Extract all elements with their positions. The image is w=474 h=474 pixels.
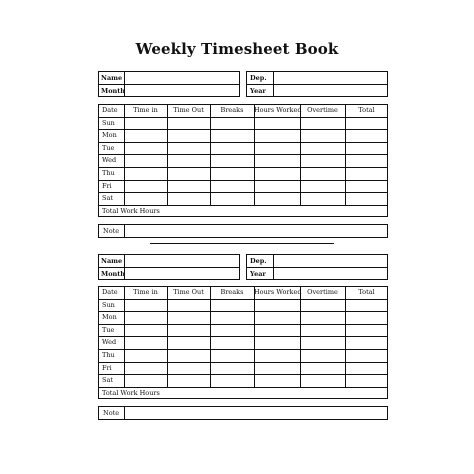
year-field-1[interactable] xyxy=(274,85,387,96)
column-header-hours-worked-1: Hours Worked xyxy=(254,106,302,114)
time-entry-cell[interactable] xyxy=(211,363,253,374)
time-entry-cell[interactable] xyxy=(168,193,209,204)
time-entry-cell[interactable] xyxy=(125,363,166,374)
day-label-tue-2: Tue xyxy=(102,325,115,334)
time-entry-cell[interactable] xyxy=(301,118,344,129)
time-entry-cell[interactable] xyxy=(211,181,253,192)
time-entry-cell[interactable] xyxy=(211,118,253,129)
time-entry-cell[interactable] xyxy=(168,375,209,386)
time-entry-cell[interactable] xyxy=(346,168,387,179)
time-entry-cell[interactable] xyxy=(125,325,166,336)
time-entry-cell[interactable] xyxy=(301,337,344,348)
time-entry-cell[interactable] xyxy=(255,118,299,129)
month-label-2: Month xyxy=(101,270,125,278)
page-title: Weekly Timesheet Book xyxy=(135,40,339,58)
note-label-1: Note xyxy=(103,227,120,235)
day-label-thu-2: Thu xyxy=(102,351,115,359)
time-entry-cell[interactable] xyxy=(255,375,299,386)
column-header-date-1: Date xyxy=(102,106,118,114)
time-entry-cell[interactable] xyxy=(255,300,299,311)
time-entry-cell[interactable] xyxy=(125,118,166,129)
time-entry-cell[interactable] xyxy=(301,168,344,179)
time-entry-cell[interactable] xyxy=(211,337,253,348)
time-entry-cell[interactable] xyxy=(346,300,387,311)
day-label-tue-1: Tue xyxy=(102,143,115,152)
note-field-2[interactable] xyxy=(125,407,387,419)
time-entry-cell[interactable] xyxy=(255,363,299,374)
time-entry-cell[interactable] xyxy=(255,350,299,361)
total-work-hours-field-1[interactable] xyxy=(170,206,386,217)
time-entry-cell[interactable] xyxy=(168,118,209,129)
time-entry-cell[interactable] xyxy=(168,143,209,154)
section-divider xyxy=(150,243,334,244)
time-entry-cell[interactable] xyxy=(211,155,253,166)
time-entry-cell[interactable] xyxy=(255,193,299,204)
time-entry-cell[interactable] xyxy=(346,363,387,374)
time-entry-cell[interactable] xyxy=(346,155,387,166)
note-label-2: Note xyxy=(103,409,120,417)
note-field-1[interactable] xyxy=(125,225,387,237)
time-entry-cell[interactable] xyxy=(125,130,166,141)
time-entry-cell[interactable] xyxy=(211,312,253,323)
time-entry-cell[interactable] xyxy=(346,312,387,323)
time-entry-cell[interactable] xyxy=(125,181,166,192)
time-entry-cell[interactable] xyxy=(346,337,387,348)
time-entry-cell[interactable] xyxy=(301,300,344,311)
day-label-wed-1: Wed xyxy=(102,156,117,165)
time-entry-cell[interactable] xyxy=(346,350,387,361)
column-header-time-in-1: Time in xyxy=(133,106,158,114)
column-header-breaks-2: Breaks xyxy=(220,288,244,296)
year-field-2[interactable] xyxy=(274,268,387,279)
time-entry-cell[interactable] xyxy=(346,181,387,192)
time-entry-cell[interactable] xyxy=(301,143,344,154)
column-header-time-out-2: Time Out xyxy=(173,288,204,296)
month-field-1[interactable] xyxy=(125,85,239,96)
time-entry-cell[interactable] xyxy=(125,350,166,361)
dep-label-2: Dep. xyxy=(250,257,267,265)
day-label-fri-1: Fri xyxy=(102,181,112,190)
day-label-sat-1: Sat xyxy=(102,194,113,203)
column-header-overtime-2: Overtime xyxy=(307,288,338,296)
time-entry-cell[interactable] xyxy=(168,350,209,361)
time-entry-cell[interactable] xyxy=(168,312,209,323)
time-entry-cell[interactable] xyxy=(301,312,344,323)
time-entry-cell[interactable] xyxy=(211,325,253,336)
column-header-breaks-1: Breaks xyxy=(220,106,244,114)
time-entry-cell[interactable] xyxy=(125,143,166,154)
column-header-hours-worked-2: Hours Worked xyxy=(254,288,302,296)
time-entry-cell[interactable] xyxy=(168,130,209,141)
time-entry-cell[interactable] xyxy=(255,130,299,141)
time-entry-cell[interactable] xyxy=(168,181,209,192)
day-label-mon-2: Mon xyxy=(102,313,117,322)
time-entry-cell[interactable] xyxy=(301,350,344,361)
time-entry-cell[interactable] xyxy=(255,168,299,179)
time-entry-cell[interactable] xyxy=(211,168,253,179)
time-entry-cell[interactable] xyxy=(301,193,344,204)
day-label-thu-1: Thu xyxy=(102,169,115,177)
dep-field-1[interactable] xyxy=(274,72,387,83)
day-label-mon-1: Mon xyxy=(102,131,117,140)
month-label-1: Month xyxy=(101,87,125,95)
column-header-time-out-1: Time Out xyxy=(173,106,204,114)
time-entry-cell[interactable] xyxy=(301,130,344,141)
time-entry-cell[interactable] xyxy=(301,155,344,166)
time-entry-cell[interactable] xyxy=(125,337,166,348)
time-entry-cell[interactable] xyxy=(211,375,253,386)
year-label-1: Year xyxy=(250,87,266,95)
time-entry-cell[interactable] xyxy=(125,312,166,323)
time-entry-cell[interactable] xyxy=(168,300,209,311)
name-label-1: Name xyxy=(101,74,123,82)
time-entry-cell[interactable] xyxy=(255,181,299,192)
time-entry-cell[interactable] xyxy=(346,193,387,204)
time-entry-cell[interactable] xyxy=(211,193,253,204)
time-entry-cell[interactable] xyxy=(168,325,209,336)
time-entry-cell[interactable] xyxy=(168,168,209,179)
time-entry-cell[interactable] xyxy=(346,375,387,386)
time-entry-cell[interactable] xyxy=(211,130,253,141)
total-work-hours-label-1: Total Work Hours xyxy=(102,206,160,215)
time-entry-cell[interactable] xyxy=(125,375,166,386)
total-work-hours-field-2[interactable] xyxy=(170,388,386,399)
time-entry-cell[interactable] xyxy=(168,363,209,374)
month-field-2[interactable] xyxy=(125,268,239,279)
day-label-fri-2: Fri xyxy=(102,363,112,372)
time-entry-cell[interactable] xyxy=(301,375,344,386)
column-header-time-in-2: Time in xyxy=(133,288,158,296)
name-field-2[interactable] xyxy=(125,255,239,266)
time-entry-cell[interactable] xyxy=(346,118,387,129)
day-label-sun-1: Sun xyxy=(102,118,115,127)
total-work-hours-label-2: Total Work Hours xyxy=(102,388,160,397)
name-label-2: Name xyxy=(101,257,123,265)
time-entry-cell[interactable] xyxy=(346,143,387,154)
time-entry-cell[interactable] xyxy=(255,337,299,348)
year-label-2: Year xyxy=(250,270,266,278)
column-header-total-2: Total xyxy=(358,288,375,296)
time-entry-cell[interactable] xyxy=(301,363,344,374)
time-entry-cell[interactable] xyxy=(301,181,344,192)
time-entry-cell[interactable] xyxy=(168,155,209,166)
dep-field-2[interactable] xyxy=(274,255,387,266)
time-entry-cell[interactable] xyxy=(125,193,166,204)
time-entry-cell[interactable] xyxy=(255,325,299,336)
time-entry-cell[interactable] xyxy=(168,337,209,348)
time-entry-cell[interactable] xyxy=(346,325,387,336)
time-entry-cell[interactable] xyxy=(346,130,387,141)
time-entry-cell[interactable] xyxy=(211,300,253,311)
time-entry-cell[interactable] xyxy=(301,325,344,336)
column-header-date-2: Date xyxy=(102,288,118,296)
time-entry-cell[interactable] xyxy=(125,155,166,166)
time-entry-cell[interactable] xyxy=(125,300,166,311)
time-entry-cell[interactable] xyxy=(211,143,253,154)
day-label-wed-2: Wed xyxy=(102,338,117,347)
time-entry-cell[interactable] xyxy=(255,312,299,323)
time-entry-cell[interactable] xyxy=(255,143,299,154)
time-entry-cell[interactable] xyxy=(125,168,166,179)
time-entry-cell[interactable] xyxy=(211,350,253,361)
time-entry-cell[interactable] xyxy=(255,155,299,166)
name-field-1[interactable] xyxy=(125,72,239,83)
day-label-sat-2: Sat xyxy=(102,376,113,385)
column-header-overtime-1: Overtime xyxy=(307,106,338,114)
dep-label-1: Dep. xyxy=(250,74,267,82)
day-label-sun-2: Sun xyxy=(102,300,115,309)
column-header-total-1: Total xyxy=(358,106,375,114)
